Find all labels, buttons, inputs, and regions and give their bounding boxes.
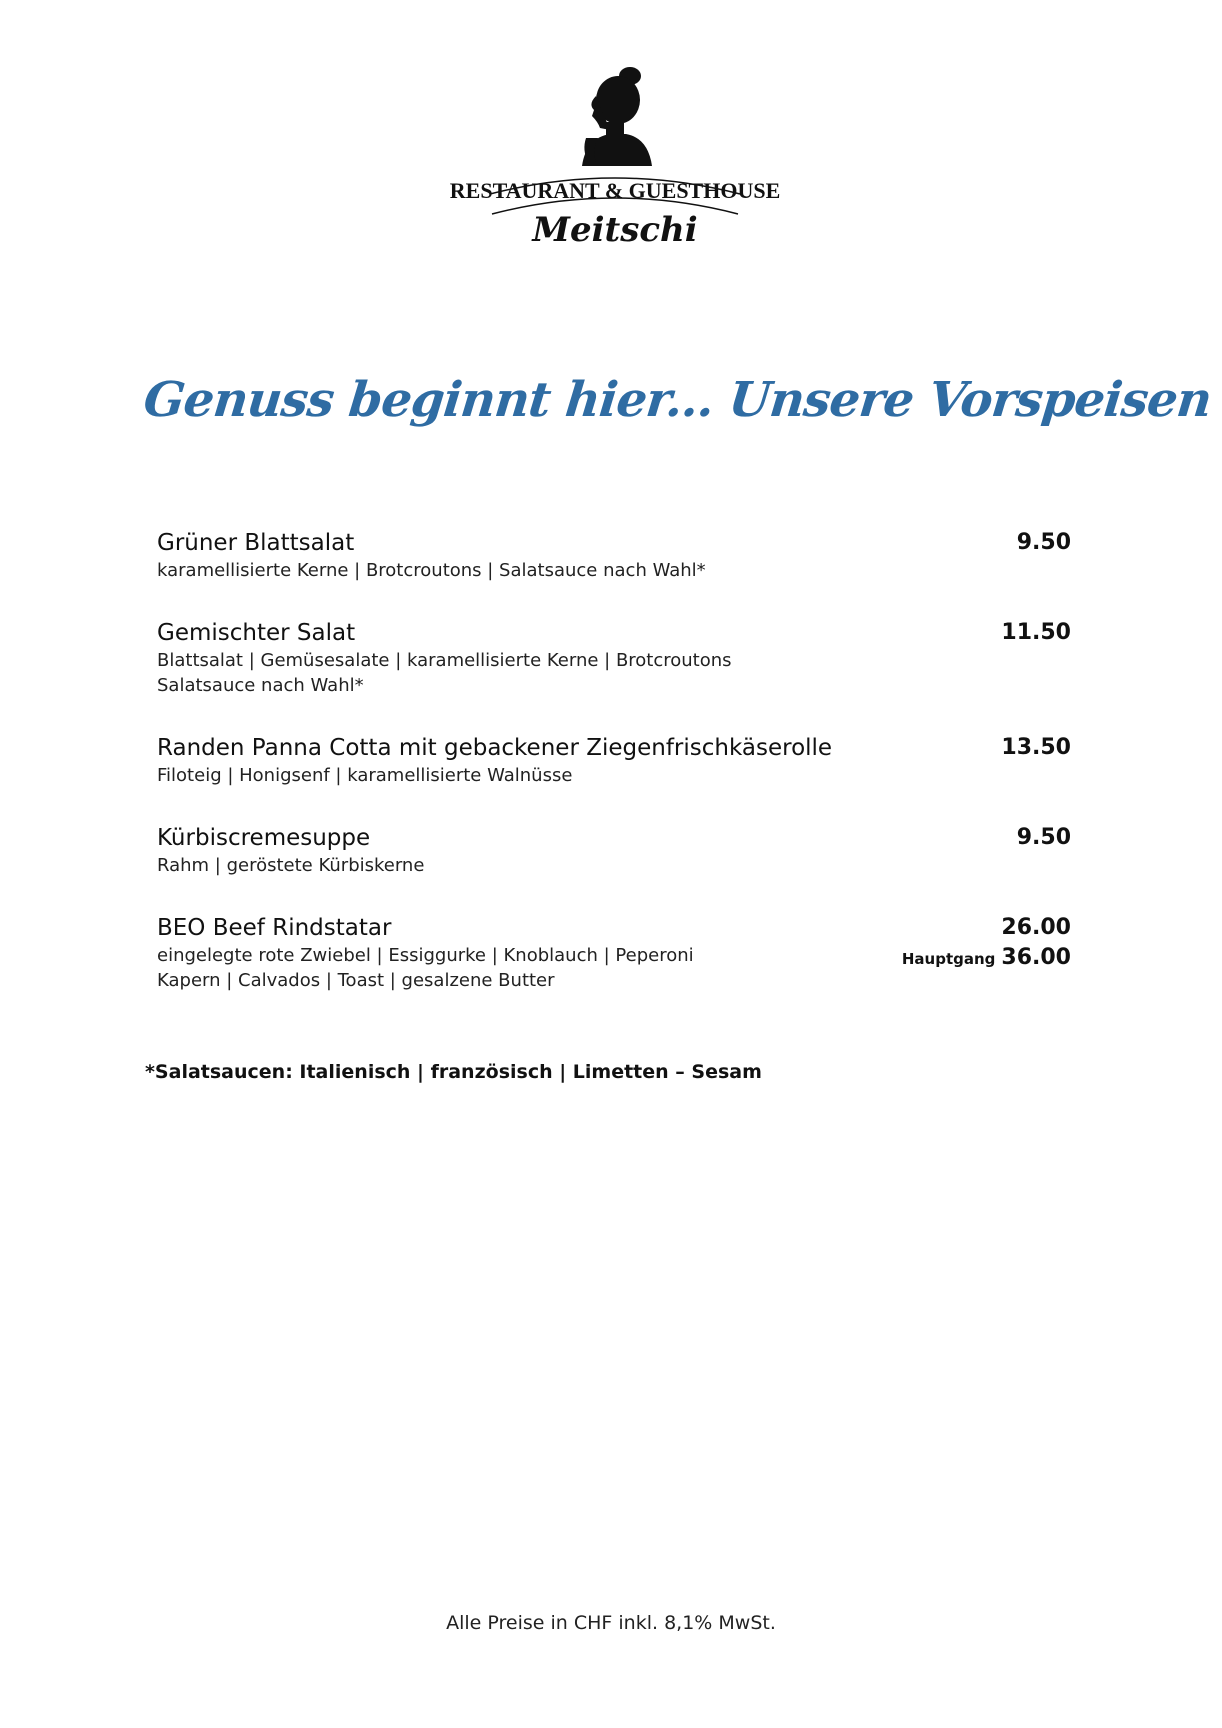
menu-item <box>157 528 1071 583</box>
menu-item <box>157 733 1071 788</box>
menu-item-name: BEO Beef Rindstatar <box>157 915 392 941</box>
menu-item-name: Grüner Blattsalat <box>157 530 355 556</box>
menu-item-desc: Kapern | Calvados | Toast | gesalzene Butter <box>157 970 555 991</box>
price-note: Alle Preise in CHF inkl. 8,1% MwSt. <box>446 1612 776 1634</box>
menu-item-price-group <box>902 913 1071 974</box>
page-title: Genuss beginnt hier... Unsere Vorspeisen <box>141 372 1214 428</box>
menu-item-desc: karamellisierte Kerne | Brotcroutons | Salatsauce nach Wahl* <box>157 560 706 581</box>
menu-item <box>157 913 1071 993</box>
menu-item <box>157 618 1071 698</box>
menu-item-desc: Rahm | geröstete Kürbiskerne <box>157 855 425 876</box>
menu-item-name: Randen Panna Cotta mit gebackener Ziegenfrischkäserolle <box>157 735 833 761</box>
menu-item-desc: Blattsalat | Gemüsesalate | karamellisierte Kerne | Brotcroutons <box>157 650 732 671</box>
menu-item-price: 9.50 <box>1016 825 1071 850</box>
main-course-label: Hauptgang <box>901 950 996 968</box>
logo <box>449 66 781 262</box>
main-course-price: 36.00 <box>1001 945 1071 970</box>
logo-line1: RESTAURANT & GUESTHOUSE <box>449 178 781 203</box>
dressing-footnote: *Salatsaucen: Italienisch | französisch | Limetten – Sesam <box>145 1061 762 1083</box>
woman-silhouette-icon <box>449 66 781 262</box>
menu-item-price: 11.50 <box>1001 620 1071 645</box>
menu-item-desc: eingelegte rote Zwiebel | Essiggurke | Knoblauch | Peperoni <box>157 945 694 966</box>
menu-list <box>157 528 1071 1028</box>
menu-item-price: 13.50 <box>1001 735 1071 760</box>
menu-item-name: Gemischter Salat <box>157 620 356 646</box>
menu-item-desc: Filoteig | Honigsenf | karamellisierte Walnüsse <box>157 765 573 786</box>
menu-item <box>157 823 1071 878</box>
logo-line2: Meitschi <box>532 210 698 250</box>
menu-item-name: Kürbiscremesuppe <box>157 825 371 851</box>
menu-item-price: 9.50 <box>1016 530 1071 555</box>
menu-item-desc: Salatsauce nach Wahl* <box>157 675 364 696</box>
menu-item-price: 26.00 <box>1001 915 1071 940</box>
